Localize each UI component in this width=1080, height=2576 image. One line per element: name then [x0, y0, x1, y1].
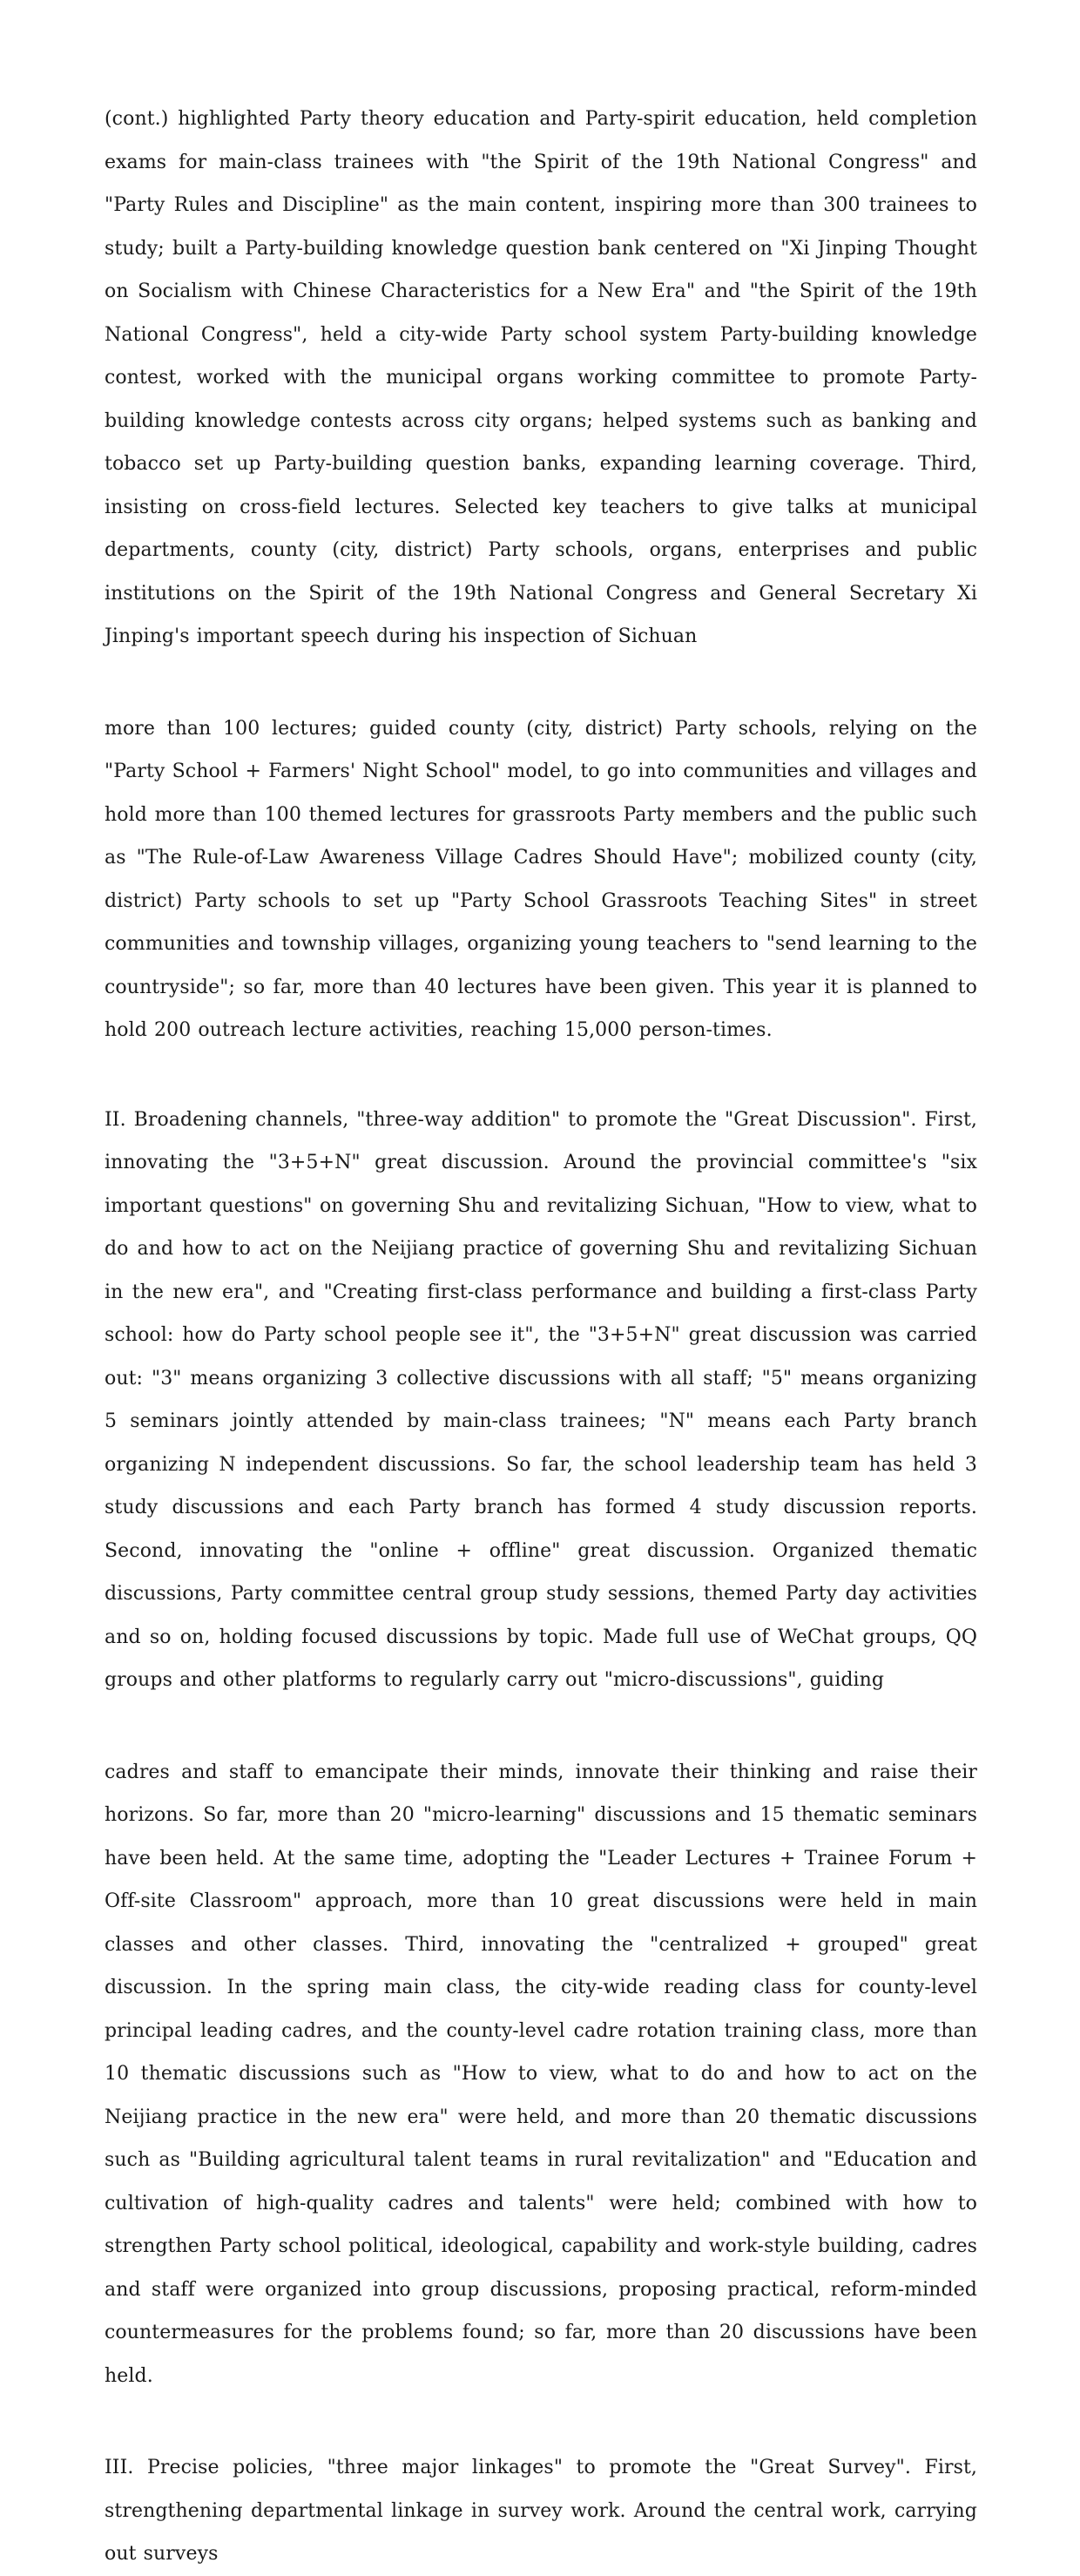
paragraph-lectures: more than 100 lectures; guided county (city, district) Party schools, relying on the "Party School + Farmers' Night School" model, to go into communities and villages and hold more than 100 themed lectures for grassroots Party members and the public such as "The Rule-of-Law Awareness Village Cadres Should Have"; mobilized county (city, district) Party schools to set up "Party School Grassroots Teaching Sites" in street communities and township villages, organizing young teachers to "send learning to the countryside"; so far, more than 40 lectures have been given. This year it is planned to hold 200 outreach lecture activities, reaching 15,000 person-times. — [105, 717, 977, 1041]
paragraph-section-three-survey: III. Precise policies, "three major linkages" to promote the "Great Survey". First, strengthening departmental linkage in survey work. Around the central work, carrying out surveys — [105, 2457, 977, 2565]
paragraph-section-two-discussion: II. Broadening channels, "three-way addition" to promote the "Great Discussion". First, innovating the "3+5+N" great discussion. Around the provincial committee's "six important questions" on governing Shu and revitalizing Sichuan, "How to view, what to do and how to act on the Neijiang practice of governing Shu and revitalizing Sichuan in the new era", and "Creating first-class performance and building a first-class Party school: how do Party school people see it", the "3+5+N" great discussion was carried out: "3" means organizing 3 collective discussions with all staff; "5" means organizing 5 seminars jointly attended by main-class trainees; "N" means each Party branch organizing N independent discussions. So far, the school leadership team has held 3 study discussions and each Party branch has formed 4 study discussion reports. Second, innovating the "online + offline" great discussion. Organized thematic discussions, Party committee central group study sessions, themed Party day activities and so on, holding focused discussions by topic. Made full use of WeChat groups, QQ groups and other platforms to regularly carry out "micro-discussions", guiding — [105, 1108, 977, 1691]
paragraph-discussion-continued: cadres and staff to emancipate their minds, innovate their thinking and raise their horizons. So far, more than 20 "micro-learning" discussions and 15 thematic seminars have been held. At the same time, adopting the "Leader Lectures + Trainee Forum + Off-site Classroom" approach, more than 10 great discussions were held in main classes and other classes. Third, innovating the "centralized + grouped" great discussion. In the spring main class, the city-wide reading class for county-level principal leading cadres, and the county-level cadre rotation training class, more than 10 thematic discussions such as "How to view, what to do and how to act on the Neijiang practice in the new era" were held, and more than 20 thematic discussions such as "Building agricultural talent teams in rural revitalization" and "Education and cultivation of high-quality cadres and talents" were held; combined with how to strengthen Party school political, ideological, capability and work-style building, cadres and staff were organized into group discussions, proposing practical, reform-minded countermeasures for the problems found; so far, more than 20 discussions have been held. — [105, 1761, 977, 2387]
paragraph-theory-education: (cont.) highlighted Party theory education and Party-spirit education, held completion exams for main-class trainees with "the Spirit of the 19th National Congress" and "Party Rules and Discipline" as the main content, inspiring more than 300 trainees to study; built a Party-building knowledge question bank centered on "Xi Jinping Thought on Socialism with Chinese Characteristics for a New Era" and "the Spirit of the 19th National Congress", held a city-wide Party school system Party-building knowledge contest, worked with the municipal organs working committee to promote Party-building knowledge contests across city organs; helped systems such as banking and tobacco set up Party-building question banks, expanding learning coverage. Third, insisting on cross-field lectures. Selected key teachers to give talks at municipal departments, county (city, district) Party schools, organs, enterprises and public institutions on the Spirit of the 19th National Congress and General Secretary Xi Jinping's important speech during his inspection of Sichuan — [105, 108, 977, 647]
